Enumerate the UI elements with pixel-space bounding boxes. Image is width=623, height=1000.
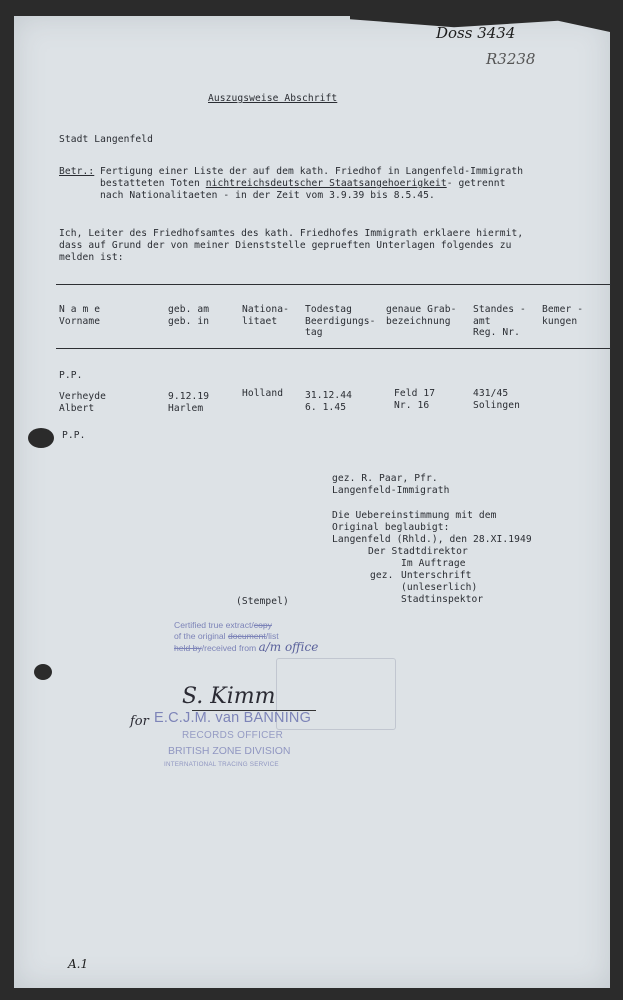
subject-line-1: Fertigung einer Liste der auf dem kath. Friedhof in Langenfeld-Immigrath xyxy=(100,166,524,177)
cell-name: Verheyde Albert xyxy=(59,391,107,414)
header-nationality: Nationa- litaet xyxy=(242,304,290,327)
signed-place: Langenfeld-Immigrath xyxy=(332,485,450,496)
city-name: Stadt Langenfeld xyxy=(59,134,154,145)
intro-line-1: Ich, Leiter des Friedhofsamtes des kath. Friedhofes Immigrath erklaere hiermit, xyxy=(59,228,524,239)
header-registry: Standes - amt Reg. Nr. xyxy=(473,304,526,338)
gez-label: gez. xyxy=(370,570,394,581)
table-top-rule xyxy=(56,284,611,285)
subject-label: Betr.: xyxy=(59,166,95,177)
city-director: Der Stadtdirektor xyxy=(368,546,468,557)
stamp-placeholder: (Stempel) xyxy=(236,596,289,607)
intro-line-2: dass auf Grund der von meiner Dienststelle geprueften Unterlagen folgendes zu xyxy=(59,240,512,251)
header-born: geb. am geb. in xyxy=(168,304,210,327)
pp-marker-2: P.P. xyxy=(62,430,86,441)
ref-annotation: R3238 xyxy=(486,50,536,68)
certify-line-1: Die Uebereinstimmung mit dem xyxy=(332,510,497,521)
punch-hole-top xyxy=(28,428,54,448)
document-page xyxy=(14,16,610,988)
officer-signature: S. Kimm xyxy=(182,684,276,709)
intro-line-3: melden ist: xyxy=(59,252,124,263)
officer-name: E.C.J.M. van BANNING xyxy=(154,710,312,726)
subject-line-2: bestatteten Toten nichtreichsdeutscher Staatsangehoerigkeit- getrennt xyxy=(100,178,506,189)
certify-line-2: Original beglaubigt: xyxy=(332,522,450,533)
footer-mark: A.1 xyxy=(68,957,89,971)
subject-line-3: nach Nationalitaeten - in der Zeit vom 3.9.39 bis 8.5.45. xyxy=(100,190,435,201)
signature-note: Unterschrift xyxy=(401,570,472,581)
certify-date: Langenfeld (Rhld.), den 28.XI.1949 xyxy=(332,534,532,545)
cell-registry: 431/45 Solingen xyxy=(473,388,521,411)
on-behalf: Im Auftrage xyxy=(401,558,466,569)
header-remarks: Bemer - kungen xyxy=(542,304,584,327)
signed-by: gez. R. Paar, Pfr. xyxy=(332,473,438,484)
cell-grave: Feld 17 Nr. 16 xyxy=(394,388,436,411)
punch-hole-bottom xyxy=(34,664,52,680)
doss-annotation: Doss 3434 xyxy=(436,24,516,42)
cell-death: 31.12.44 6. 1.45 xyxy=(305,390,353,413)
document-heading: Auszugsweise Abschrift xyxy=(208,93,338,104)
for-annotation: for xyxy=(130,714,149,729)
inspector-title: Stadtinspektor xyxy=(401,594,484,605)
header-death: Todestag Beerdigungs- tag xyxy=(305,304,376,338)
cell-born: 9.12.19 Harlem xyxy=(168,391,210,414)
pp-marker-1: P.P. xyxy=(59,370,83,381)
officer-division: BRITISH ZONE DIVISION xyxy=(168,745,291,757)
officer-title: RECORDS OFFICER xyxy=(182,730,284,741)
header-name: N a m e Vorname xyxy=(59,304,101,327)
officer-service: INTERNATIONAL TRACING SERVICE xyxy=(164,761,279,768)
cell-nationality: Holland xyxy=(242,388,284,399)
header-grave: genaue Grab- bezeichnung xyxy=(386,304,457,327)
table-header-rule xyxy=(56,348,611,349)
certified-copy-stamp: Certified true extract/copy of the original document/list held by/received from a/m office xyxy=(174,620,319,654)
illegible-note: (unleserlich) xyxy=(401,582,478,593)
